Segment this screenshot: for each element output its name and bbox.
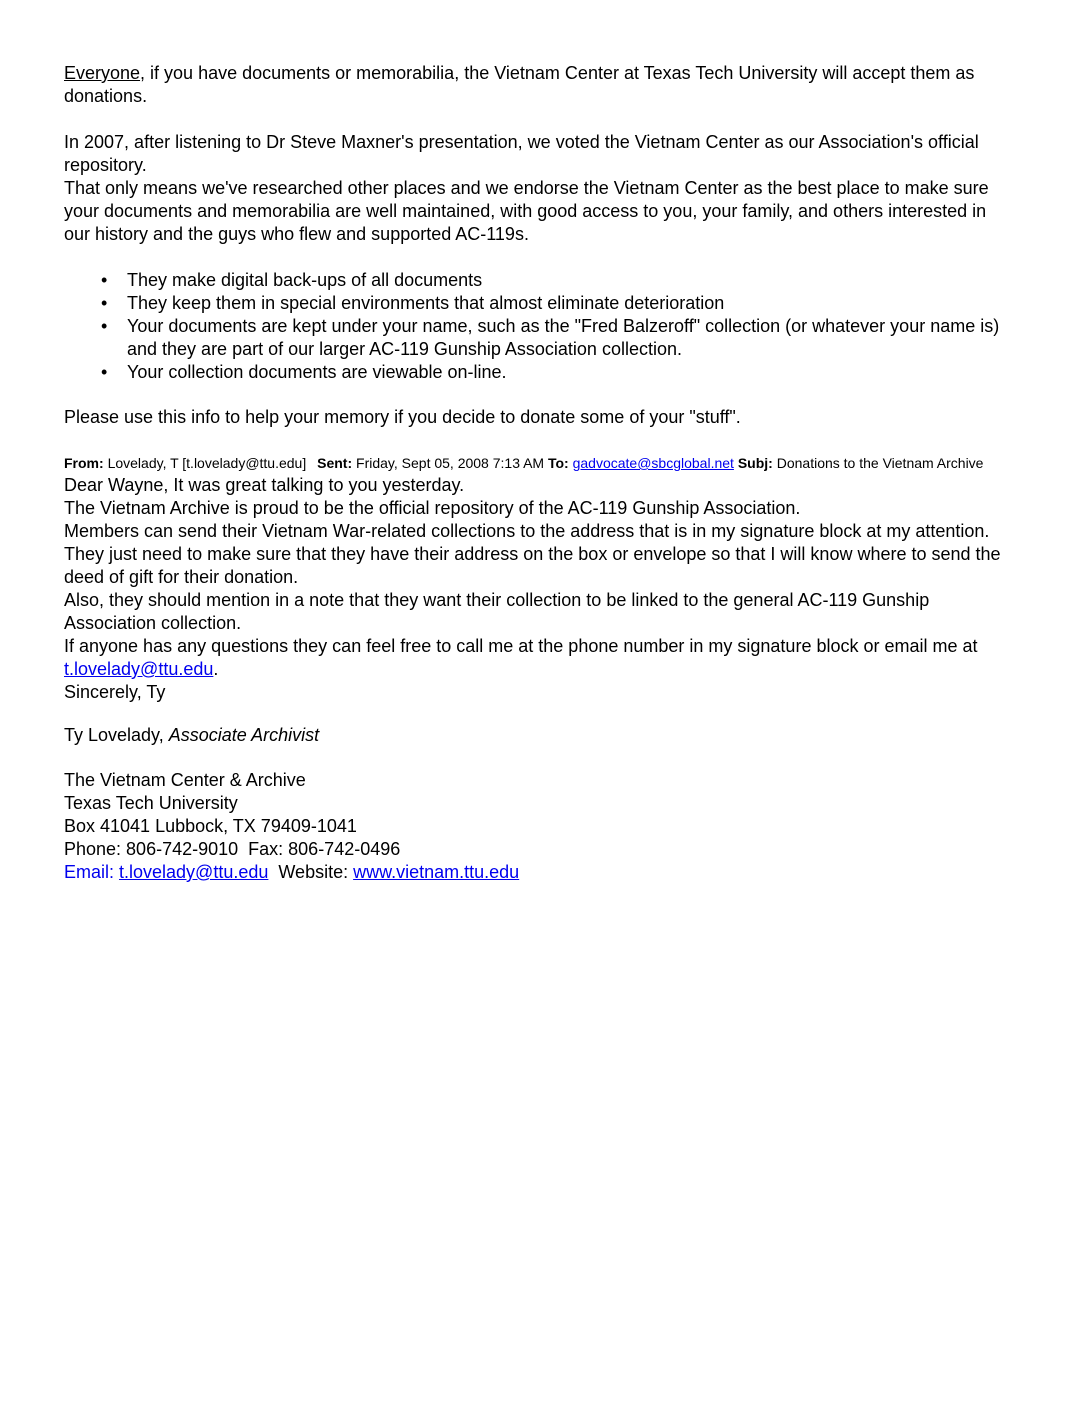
list-item (64, 315, 1009, 361)
email-header-line (64, 452, 1009, 474)
repository-vote-paragraph: In 2007, after listening to Dr Steve Maxner's presentation, we voted the Vietnam Center as our Association's official repository. (64, 132, 979, 175)
list-item-text: They make digital back-ups of all documents (127, 270, 483, 290)
contact-links-line (64, 861, 1009, 884)
members-instructions: Members can send their Vietnam War-related collections to the address that is in my signature block at my attention. (64, 521, 990, 541)
list-item-text: They keep them in special environments that almost eliminate deterioration (127, 293, 725, 313)
questions-line (64, 635, 1009, 681)
signature-email-link[interactable]: t.lovelady@ttu.edu (119, 862, 269, 882)
list-item (64, 361, 1009, 384)
questions-text: If anyone has any questions they can feel free to call me at the phone number in my signature block or email me at (64, 636, 978, 656)
benefits-list (64, 269, 1009, 384)
intro-lead-word: Everyone (64, 63, 141, 83)
bullet-icon: • (101, 316, 108, 336)
repository-statement: The Vietnam Archive is proud to be the official repository of the AC-119 Gunship Association. (64, 498, 801, 518)
website-label: Website: (268, 862, 354, 882)
greeting-line: Dear Wayne, It was great talking to you yesterday. (64, 475, 465, 495)
website-link[interactable]: www.vietnam.ttu.edu (353, 862, 520, 882)
from-label: From: (64, 455, 104, 471)
address-instructions: They just need to make sure that they have their address on the box or envelope so that I will know where to send the deed of gift for their donation. (64, 544, 1001, 587)
subject-label: Subj: (737, 455, 773, 471)
bullet-icon: • (101, 293, 108, 313)
collection-linking-note: Also, they should mention in a note that they want their collection to be linked to the general AC-119 Gunship Association collection. (64, 590, 930, 633)
endorsement-section (64, 131, 1009, 246)
contact-email-link[interactable]: t.lovelady@ttu.edu (64, 659, 214, 679)
email-label: Email: (64, 862, 120, 882)
list-item (64, 292, 1009, 315)
bullet-icon: • (101, 270, 108, 290)
phone-fax-line: Phone: 806-742-9010 Fax: 806-742-0496 (64, 839, 401, 859)
bullet-icon: • (101, 362, 108, 382)
signature-block (64, 769, 1009, 884)
sent-value: Friday, Sept 05, 2008 7:13 AM (356, 455, 545, 471)
signature-name-line (64, 724, 1009, 747)
questions-period: . (213, 659, 219, 679)
recipient-email-link[interactable]: gadvocate@sbcglobal.net (572, 455, 734, 471)
signer-name: Ty Lovelady, (64, 725, 169, 745)
note-line: Please use this info to help your memory if you decide to donate some of your "stuff". (64, 407, 741, 427)
list-item-text: Your documents are kept under your name, such as the "Fred Balzeroff" collection (or whatever your name is) and they are part of our larger AC-119 Gunship Association collection. (127, 316, 1000, 359)
organization-name: The Vietnam Center & Archive (64, 770, 306, 790)
email-body (64, 474, 1009, 704)
closing-line: Sincerely, Ty (64, 682, 166, 702)
endorsement-paragraph: That only means we've researched other places and we endorse the Vietnam Center as the best place to make sure your documents and memorabilia are well maintained, with good access to you, your family, and others interested in our history and the guys who flew and supported AC-119s. (64, 178, 989, 244)
subject-value: Donations to the Vietnam Archive (776, 455, 984, 471)
to-label: To: (547, 455, 569, 471)
signer-title: Associate Archivist (168, 725, 320, 745)
mailing-address: Box 41041 Lubbock, TX 79409-1041 (64, 816, 357, 836)
sent-label: Sent: (317, 455, 353, 471)
intro-lead-rest: , if you have documents or memorabilia, the Vietnam Center at Texas Tech University will accept them as donations. (64, 63, 975, 106)
list-item-text: Your collection documents are viewable on-line. (127, 362, 507, 382)
intro-paragraph (64, 62, 1009, 108)
list-item (64, 269, 1009, 292)
from-value: Lovelady, T [t.lovelady@ttu.edu] (107, 455, 307, 471)
university-name: Texas Tech University (64, 793, 238, 813)
